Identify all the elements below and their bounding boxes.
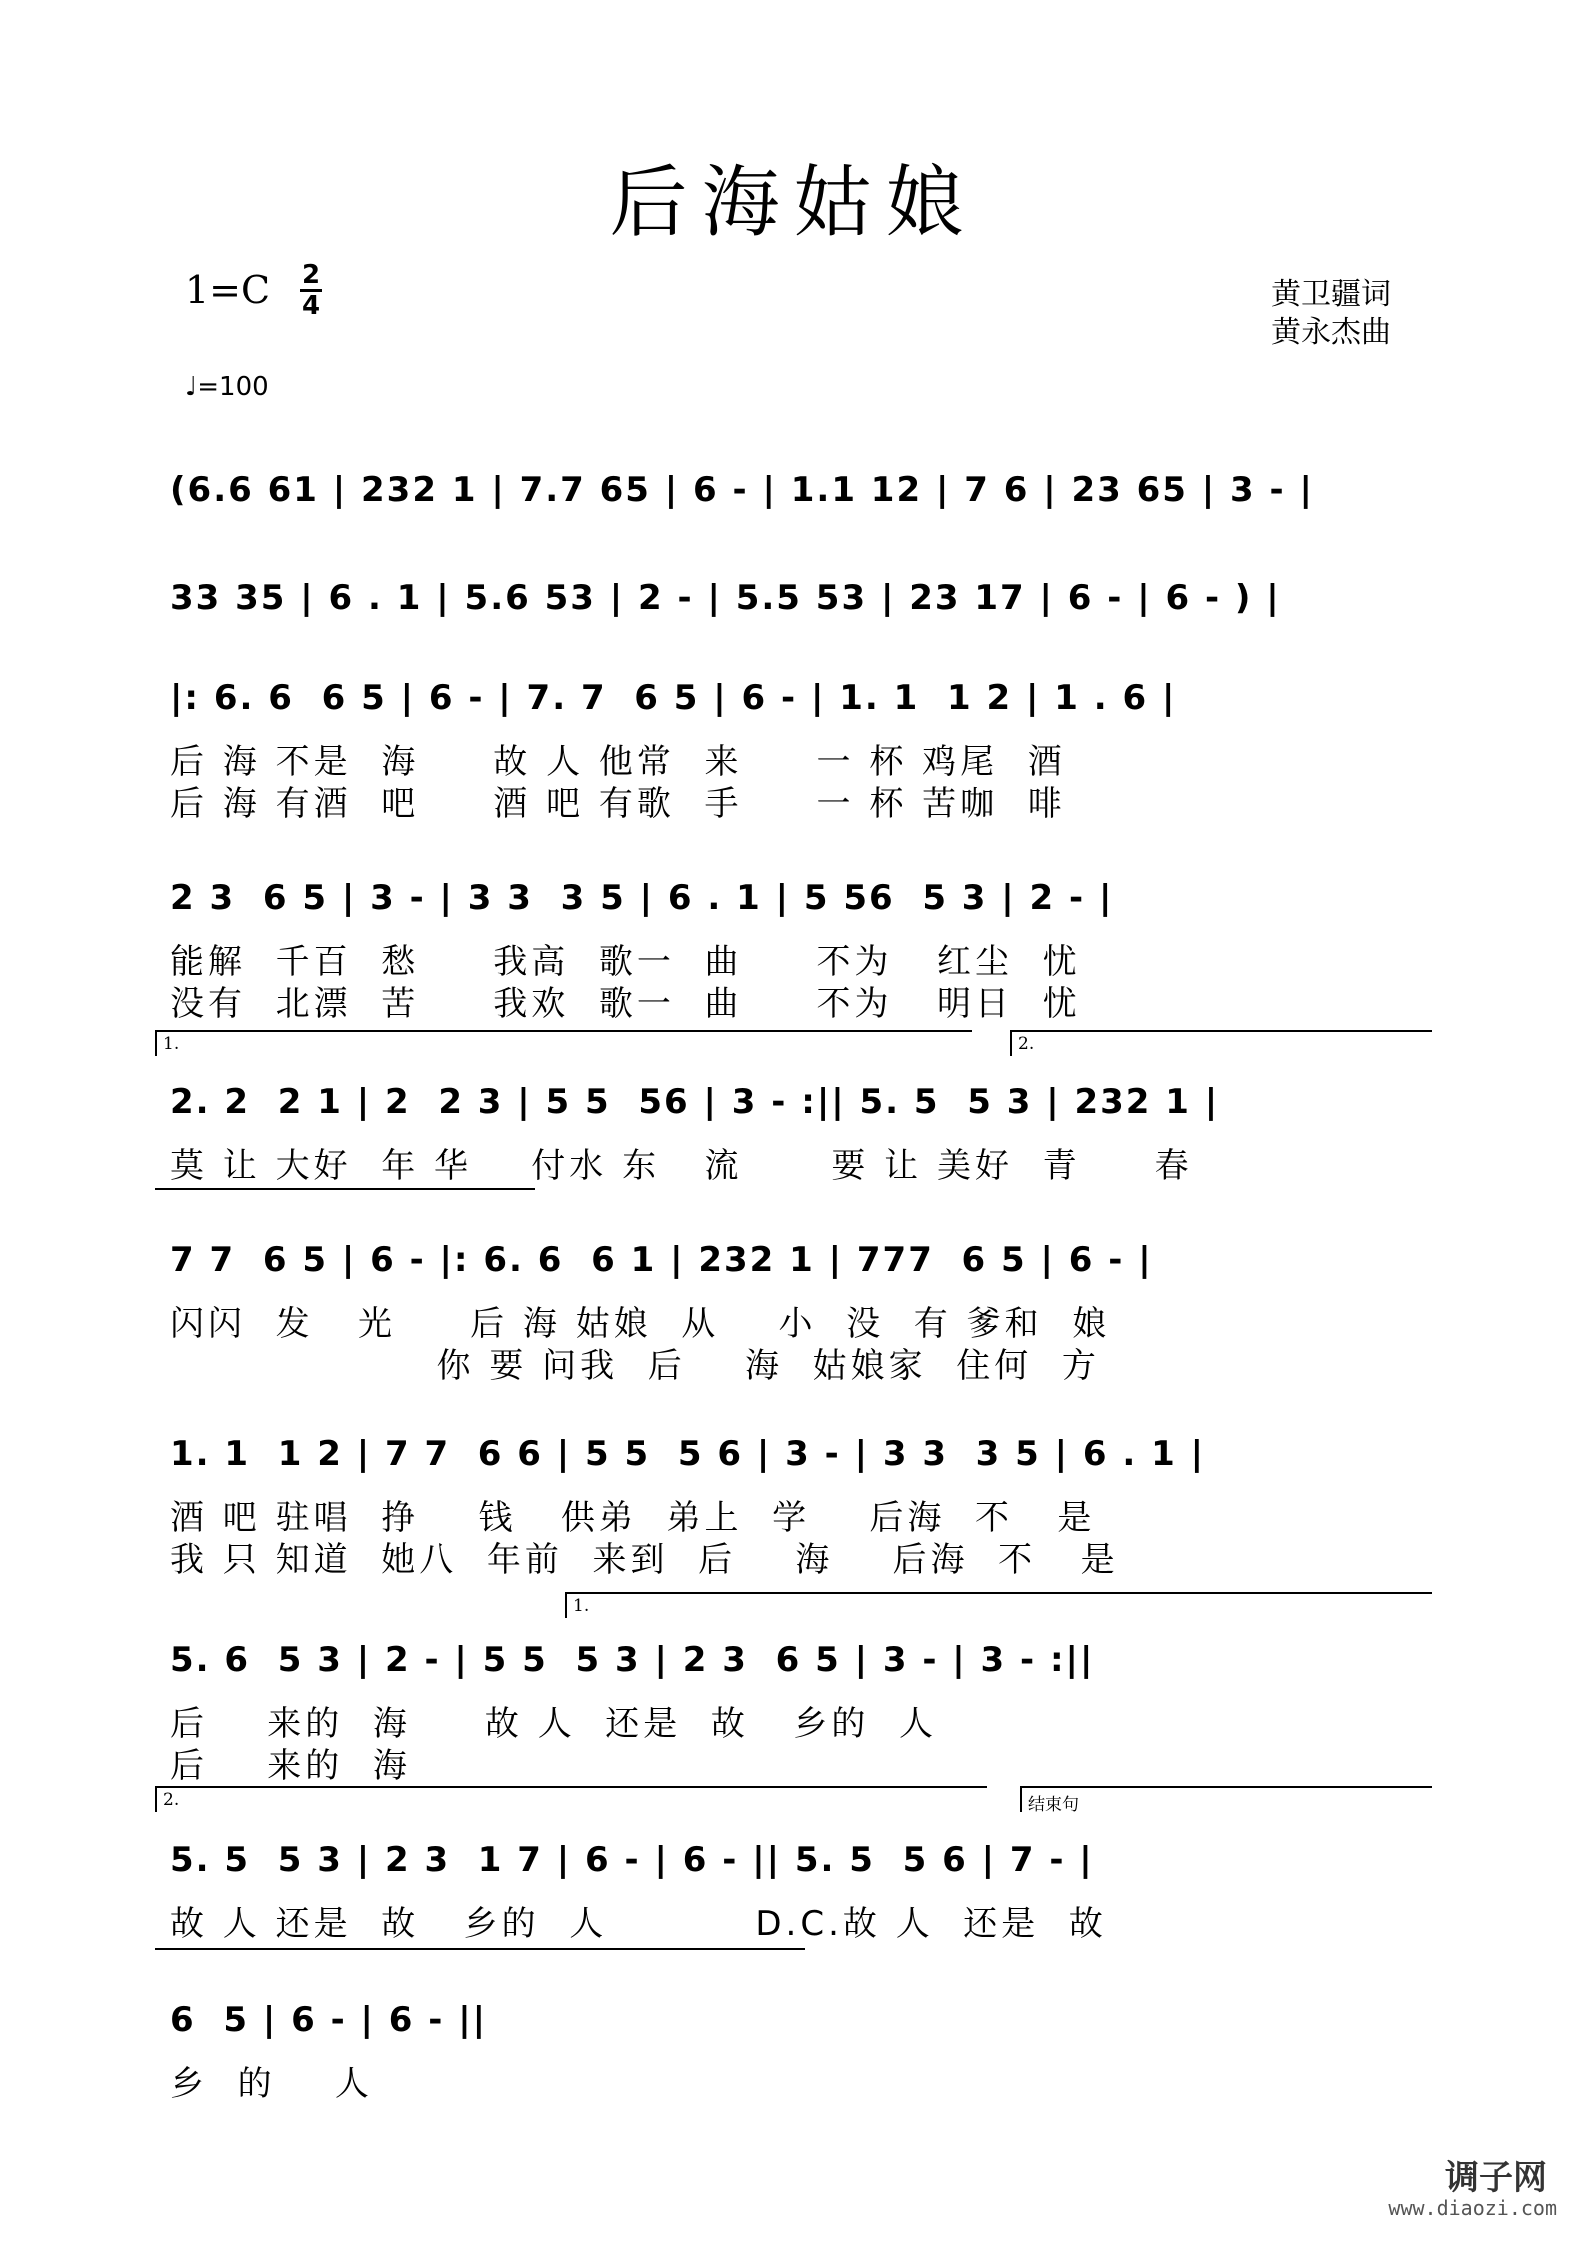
notation-line: 33 35 | 6 . 1 | 5.6 53 | 2 - | 5.5 53 | 23 17 | 6 - | 6 - ) | xyxy=(170,578,1281,618)
volta-first: 1. xyxy=(155,1030,972,1056)
score-row-10 xyxy=(170,2000,1430,2104)
time-sig-bottom: 4 xyxy=(301,291,321,321)
volta-second-b: 2. xyxy=(155,1786,987,1812)
score-row-5 xyxy=(170,1082,1430,1186)
lyric-line: 后 来的 海 故 人 还是 故 乡的 人 xyxy=(170,1704,937,1744)
lyric-line: 后 来的 海 xyxy=(170,1746,411,1786)
score-row-3 xyxy=(170,678,1430,824)
notation-line: 6 5 | 6 - | 6 - || xyxy=(170,2000,488,2040)
notation-line: 2. 2 2 1 | 2 2 3 | 5 5 56 | 3 - :|| 5. 5 5 3 | 232 1 | xyxy=(170,1082,1220,1122)
watermark-url: www.diaozi.com xyxy=(1388,2196,1557,2220)
notation-line: 2 3 6 5 | 3 - | 3 3 3 5 | 6 . 1 | 5 56 5 3 | 2 - | xyxy=(170,878,1114,918)
notation-line: 5. 5 5 3 | 2 3 1 7 | 6 - | 6 - || 5. 5 5 6 | 7 - | xyxy=(170,1840,1094,1880)
volta-end-line xyxy=(155,1948,805,1950)
lyric-line: 你 要 问我 后 海 姑娘家 住何 方 xyxy=(170,1346,1100,1386)
lyric-line: 我 只 知道 她八 年前 来到 后 海 后海 不 是 xyxy=(170,1540,1119,1580)
score-row-2 xyxy=(170,578,1430,648)
notation-line: (6.6 61 | 232 1 | 7.7 65 | 6 - | 1.1 12 | 7 6 | 23 65 | 3 - | xyxy=(170,470,1314,510)
tempo-marking: ♩=100 xyxy=(185,372,269,402)
volta-second: 2. xyxy=(1010,1030,1432,1056)
score-row-6 xyxy=(170,1240,1430,1386)
volta-end-line xyxy=(155,1188,535,1190)
notation-line: |: 6. 6 6 5 | 6 - | 7. 7 6 5 | 6 - | 1. 1 1 2 | 1 . 6 | xyxy=(170,678,1177,718)
page-title: 后海姑娘 xyxy=(609,158,978,248)
lyric-line: 能解 千百 愁 我高 歌一 曲 不为 红尘 忧 xyxy=(170,942,1081,982)
composer: 黄永杰曲 xyxy=(1271,315,1391,350)
volta-ending: 结束句 xyxy=(1020,1786,1432,1812)
score-row-8 xyxy=(170,1640,1430,1786)
watermark-logo: 调子网 xyxy=(1445,2158,1547,2198)
notation-line: 7 7 6 5 | 6 - |: 6. 6 6 1 | 232 1 | 777 6 5 | 6 - | xyxy=(170,1240,1153,1280)
lyric-line: 闪闪 发 光 后 海 姑娘 从 小 没 有 爹和 娘 xyxy=(170,1304,1111,1344)
score-row-7 xyxy=(170,1434,1430,1580)
time-sig-top: 2 xyxy=(301,260,321,290)
notation-line: 5. 6 5 3 | 2 - | 5 5 5 3 | 2 3 6 5 | 3 - | 3 - :|| xyxy=(170,1640,1095,1680)
lyric-line: 后 海 有酒 吧 酒 吧 有歌 手 一 杯 苦咖 啡 xyxy=(170,784,1066,824)
credits xyxy=(1271,276,1391,352)
score-row-4 xyxy=(170,878,1430,1024)
lyric-line: 乡 的 人 xyxy=(170,2064,373,2104)
lyricist: 黄卫疆词 xyxy=(1271,277,1391,312)
volta-first-b: 1. xyxy=(565,1592,1432,1618)
score-row-1 xyxy=(170,470,1430,540)
lyric-line: 故 人 还是 故 乡的 人 D.C.故 人 还是 故 xyxy=(170,1904,1107,1944)
score-row-9 xyxy=(170,1840,1430,1944)
lyric-line: 后 海 不是 海 故 人 他常 来 一 杯 鸡尾 酒 xyxy=(170,742,1066,782)
time-signature xyxy=(300,262,322,319)
lyric-line: 莫 让 大好 年 华 付水 东 流 要 让 美好 青 春 xyxy=(170,1146,1193,1186)
key-signature: 1=C xyxy=(185,268,271,312)
notation-line: 1. 1 1 2 | 7 7 6 6 | 5 5 5 6 | 3 - | 3 3 3 5 | 6 . 1 | xyxy=(170,1434,1206,1474)
lyric-line: 没有 北漂 苦 我欢 歌一 曲 不为 明日 忧 xyxy=(170,984,1081,1024)
lyric-line: 酒 吧 驻唱 挣 钱 供弟 弟上 学 后海 不 是 xyxy=(170,1498,1096,1538)
